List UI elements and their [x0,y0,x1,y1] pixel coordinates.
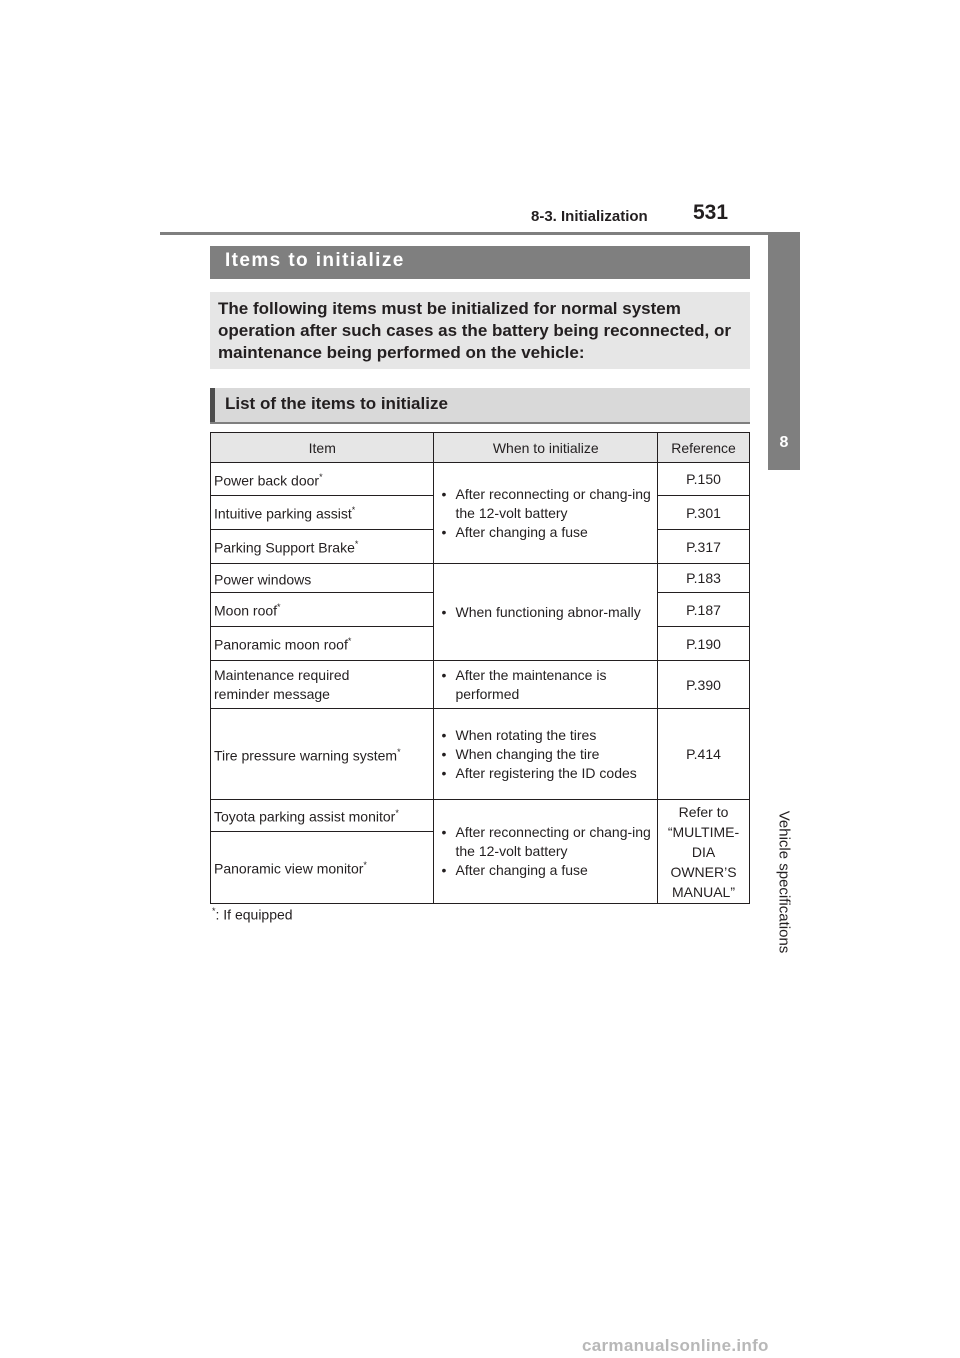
reference-line: DIA [691,843,716,860]
when-list [437,666,654,704]
when-list [437,485,654,542]
item-name: Tire pressure warning system [214,747,398,764]
when-item: • After changing a fuse [437,523,654,542]
reference-cell [658,800,750,904]
footnote-mark: * [319,471,323,482]
page-number: 531 [693,201,729,224]
header-when: When to initialize [434,433,658,463]
when-item: • After changing a fuse [437,861,654,880]
section-title-bar [210,246,750,279]
when-item: • After reconnecting or chang-ing the 12-volt battery [437,823,654,861]
subsection-accent [210,388,215,422]
when-cell [434,661,658,709]
header-rule [160,232,800,235]
table-row [211,709,750,800]
item-name: Parking Support Brake [214,539,355,556]
table-row [211,463,750,496]
reference-cell: P.183 [658,564,750,593]
reference-cell: P.190 [658,627,750,661]
footnote-mark: * [347,636,352,647]
item-cell [211,800,434,832]
table-row [211,661,750,709]
reference-cell: P.187 [658,593,750,627]
item-name: Panoramic moon roof [214,636,348,653]
reference-line: Refer to [678,803,729,820]
footnote-mark: * [277,602,281,613]
subsection-bar [210,388,750,424]
item-name: Power windows [214,571,312,588]
when-cell [434,463,658,564]
intro-text: The following items must be initialized for normal system operation after such cases as the battery being reconnected, or maintenance being performed on the vehicle: [218,299,731,362]
reference-line: “MULTIME- [667,823,740,840]
item-cell [211,564,434,593]
when-item: • When functioning abnor-mally [437,603,654,622]
when-item: • When rotating the tires [437,726,654,745]
footnote-mark: * [397,746,401,757]
subsection-title: List of the items to initialize [225,394,448,413]
reference-line: OWNER’S [670,863,737,880]
item-cell [211,627,434,661]
watermark: carmanualsonline.info [582,1336,769,1355]
chapter-number: 8 [779,434,789,451]
item-name: Moon roof [214,602,278,619]
footnote-mark: * [363,860,367,871]
header-item: Item [211,433,434,463]
item-cell [211,593,434,627]
footnote-mark: * [212,906,216,916]
reference-cell: P.301 [658,496,750,530]
item-cell [211,832,434,904]
reference-cell: P.317 [658,530,750,564]
when-cell [434,800,658,904]
when-item: • After reconnecting or chang-ing the 12-volt battery [437,485,654,523]
section-header: 8-3. Initialization [531,208,648,225]
footnote [212,906,293,923]
table-header-row [211,433,750,463]
item-cell [211,661,434,709]
header-reference: Reference [658,433,750,463]
intro-box [210,292,750,369]
when-item: • After the maintenance is performed [437,666,654,704]
item-cell [211,463,434,496]
when-cell [434,564,658,661]
item-cell [211,496,434,530]
reference-cell: P.150 [658,463,750,496]
item-cell [211,530,434,564]
footnote-text: : If equipped [215,906,293,923]
item-name-line: Maintenance required [214,666,350,683]
reference-line: MANUAL” [672,883,736,900]
item-cell [211,709,434,800]
table-row [211,564,750,593]
when-list [437,726,654,783]
chapter-label: Vehicle specifications [775,810,793,954]
initialize-table [210,432,750,904]
footnote-mark: * [351,505,356,516]
when-cell [434,709,658,800]
section-title: Items to initialize [225,250,405,271]
item-name: Intuitive parking assist [214,505,352,522]
item-name-line: reminder message [214,685,330,702]
when-item: • When changing the tire [437,745,654,764]
item-name: Toyota parking assist monitor [214,808,396,825]
item-name: Panoramic view monitor [214,860,364,877]
when-item: • After registering the ID codes [437,764,654,783]
item-name: Power back door [214,472,320,489]
table-row [211,800,750,832]
reference-cell: P.414 [658,709,750,800]
footnote-mark: * [354,539,359,550]
reference-cell: P.390 [658,661,750,709]
when-list [437,603,654,622]
footnote-mark: * [395,808,399,819]
when-list [437,823,654,880]
